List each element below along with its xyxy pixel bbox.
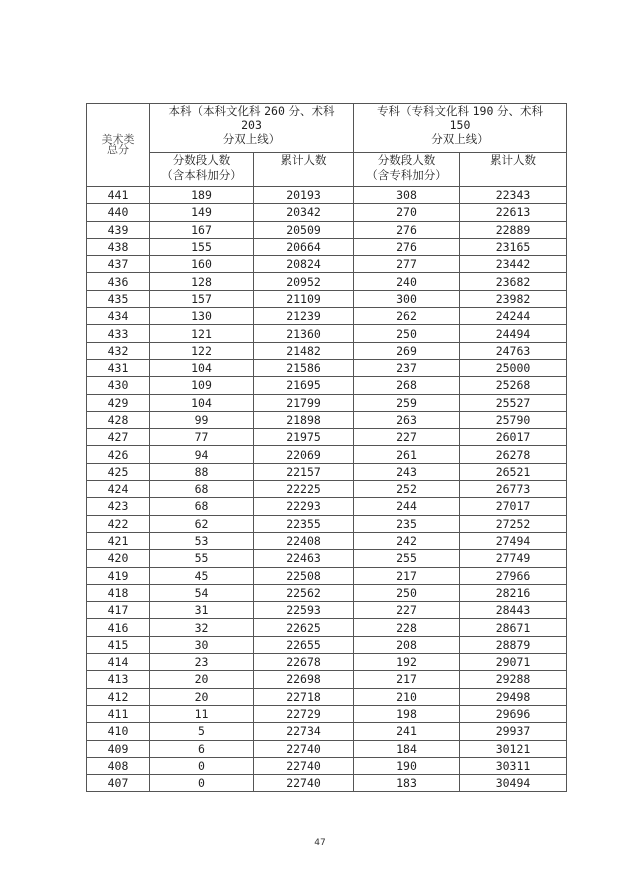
junior-college-cumulative-cell: 25268 xyxy=(460,377,567,394)
sub-header-line1: 累计人数 xyxy=(490,153,536,167)
junior-college-culture-score: 190 xyxy=(472,104,494,118)
undergraduate-segment-count-cell: 99 xyxy=(150,411,254,428)
total-score-cell: 420 xyxy=(87,550,150,567)
undergraduate-cumulative-cell: 22625 xyxy=(254,619,354,636)
table-row xyxy=(87,688,567,705)
junior-college-segment-count-cell: 250 xyxy=(354,325,460,342)
total-score-cell: 438 xyxy=(87,238,150,255)
junior-college-segment-count-cell: 227 xyxy=(354,429,460,446)
undergraduate-segment-count-cell: 104 xyxy=(150,394,254,411)
table-row xyxy=(87,187,567,204)
junior-college-cumulative-cell: 23442 xyxy=(460,256,567,273)
junior-college-cumulative-cell: 26278 xyxy=(460,446,567,463)
table-row xyxy=(87,411,567,428)
junior-college-segment-count-cell: 198 xyxy=(354,705,460,722)
undergraduate-culture-score: 260 xyxy=(264,104,285,118)
junior-college-cumulative-cell: 27749 xyxy=(460,550,567,567)
junior-college-segment-count-cell: 259 xyxy=(354,394,460,411)
table-row xyxy=(87,584,567,601)
corner-header xyxy=(87,104,150,187)
undergraduate-cumulative-cell: 22562 xyxy=(254,584,354,601)
sub-header-line2: （含专科加分） xyxy=(366,168,447,182)
table-row xyxy=(87,481,567,498)
table-body xyxy=(87,187,567,792)
undergraduate-cumulative-cell: 21360 xyxy=(254,325,354,342)
undergraduate-segment-count-cell: 20 xyxy=(150,688,254,705)
undergraduate-cumulative-cell: 21586 xyxy=(254,359,354,376)
undergraduate-segment-count-cell: 68 xyxy=(150,481,254,498)
undergraduate-segment-count-cell: 167 xyxy=(150,221,254,238)
junior-college-segment-count-cell: 240 xyxy=(354,273,460,290)
junior-college-cumulative-cell: 27017 xyxy=(460,498,567,515)
total-score-cell: 421 xyxy=(87,532,150,549)
undergraduate-segment-count-cell: 0 xyxy=(150,775,254,792)
junior-college-segment-count-cell: 252 xyxy=(354,481,460,498)
total-score-cell: 411 xyxy=(87,705,150,722)
undergraduate-cumulative-cell: 22740 xyxy=(254,740,354,757)
undergraduate-segment-count-cell: 94 xyxy=(150,446,254,463)
corner-header-line: 美术类 xyxy=(101,133,135,146)
junior-college-cumulative-cell: 23682 xyxy=(460,273,567,290)
undergraduate-cumulative-cell: 21109 xyxy=(254,290,354,307)
undergraduate-segment-count-cell: 122 xyxy=(150,342,254,359)
undergraduate-segment-count-cell: 0 xyxy=(150,757,254,774)
table-row xyxy=(87,308,567,325)
undergraduate-segment-count-cell: 55 xyxy=(150,550,254,567)
undergraduate-segment-count-cell: 5 xyxy=(150,723,254,740)
undergraduate-cumulative-cell: 22157 xyxy=(254,463,354,480)
total-score-cell: 429 xyxy=(87,394,150,411)
junior-college-segment-count-cell: 242 xyxy=(354,532,460,549)
undergraduate-segment-count-cell: 32 xyxy=(150,619,254,636)
score-distribution-table-container xyxy=(86,103,566,792)
total-score-cell: 433 xyxy=(87,325,150,342)
undergraduate-cumulative-cell: 21898 xyxy=(254,411,354,428)
undergraduate-cumulative-cell: 20193 xyxy=(254,187,354,204)
undergraduate-segment-count-cell: 45 xyxy=(150,567,254,584)
undergraduate-segment-count-cell: 77 xyxy=(150,429,254,446)
undergraduate-header-prefix: 本科（本科文化科 xyxy=(168,104,265,118)
total-score-cell: 412 xyxy=(87,688,150,705)
table-row xyxy=(87,273,567,290)
junior-college-segment-count-cell: 190 xyxy=(354,757,460,774)
undergraduate-group-header xyxy=(150,104,354,153)
undergraduate-cumulative-cell: 20664 xyxy=(254,238,354,255)
junior-college-segment-count-cell: 217 xyxy=(354,671,460,688)
junior-college-cumulative-cell: 28443 xyxy=(460,602,567,619)
junior-college-segment-count-cell: 235 xyxy=(354,515,460,532)
total-score-cell: 439 xyxy=(87,221,150,238)
undergraduate-cumulative-cell: 22698 xyxy=(254,671,354,688)
total-score-cell: 409 xyxy=(87,740,150,757)
table-row xyxy=(87,723,567,740)
junior-college-segment-count-cell: 261 xyxy=(354,446,460,463)
table-row xyxy=(87,238,567,255)
undergraduate-cumulative-cell: 22293 xyxy=(254,498,354,515)
table-row xyxy=(87,567,567,584)
junior-college-cumulative-cell: 30121 xyxy=(460,740,567,757)
total-score-cell: 424 xyxy=(87,481,150,498)
junior-college-cumulative-cell: 29498 xyxy=(460,688,567,705)
total-score-cell: 414 xyxy=(87,654,150,671)
junior-college-cumulative-cell: 22889 xyxy=(460,221,567,238)
junior-college-cumulative-cell: 22343 xyxy=(460,187,567,204)
junior-college-cumulative-header xyxy=(460,153,567,187)
undergraduate-cumulative-cell: 22355 xyxy=(254,515,354,532)
sub-header-line1: 累计人数 xyxy=(280,153,327,167)
undergraduate-segment-count-cell: 104 xyxy=(150,359,254,376)
total-score-cell: 441 xyxy=(87,187,150,204)
junior-college-segment-count-cell: 270 xyxy=(354,204,460,221)
junior-college-segment-count-header xyxy=(354,153,460,187)
junior-college-segment-count-cell: 192 xyxy=(354,654,460,671)
junior-college-segment-count-cell: 210 xyxy=(354,688,460,705)
undergraduate-header-suffix: 分双上线） xyxy=(222,132,281,146)
junior-college-cumulative-cell: 29696 xyxy=(460,705,567,722)
junior-college-cumulative-cell: 26521 xyxy=(460,463,567,480)
junior-college-segment-count-cell: 276 xyxy=(354,238,460,255)
undergraduate-segment-count-cell: 149 xyxy=(150,204,254,221)
junior-college-segment-count-cell: 243 xyxy=(354,463,460,480)
total-score-cell: 422 xyxy=(87,515,150,532)
table-row xyxy=(87,256,567,273)
corner-header-text xyxy=(102,133,135,156)
total-score-cell: 418 xyxy=(87,584,150,601)
undergraduate-header-mid: 分、术科 xyxy=(284,104,335,118)
total-score-cell: 431 xyxy=(87,359,150,376)
junior-college-art-score: 150 xyxy=(449,118,471,132)
sub-header-line1: 分数段人数 xyxy=(172,153,231,167)
table-row xyxy=(87,619,567,636)
total-score-cell: 440 xyxy=(87,204,150,221)
table-row xyxy=(87,757,567,774)
table-row xyxy=(87,342,567,359)
table-row xyxy=(87,705,567,722)
total-score-cell: 419 xyxy=(87,567,150,584)
junior-college-cumulative-cell: 23982 xyxy=(460,290,567,307)
junior-college-group-header xyxy=(354,104,567,153)
junior-college-segment-count-cell: 183 xyxy=(354,775,460,792)
junior-college-cumulative-cell: 25790 xyxy=(460,411,567,428)
undergraduate-segment-count-cell: 62 xyxy=(150,515,254,532)
table-row xyxy=(87,550,567,567)
junior-college-cumulative-cell: 24494 xyxy=(460,325,567,342)
total-score-cell: 415 xyxy=(87,636,150,653)
undergraduate-segment-count-cell: 121 xyxy=(150,325,254,342)
total-score-cell: 413 xyxy=(87,671,150,688)
total-score-cell: 434 xyxy=(87,308,150,325)
total-score-cell: 423 xyxy=(87,498,150,515)
junior-college-cumulative-cell: 29937 xyxy=(460,723,567,740)
table-row xyxy=(87,532,567,549)
junior-college-cumulative-cell: 25527 xyxy=(460,394,567,411)
undergraduate-segment-count-cell: 88 xyxy=(150,463,254,480)
undergraduate-segment-count-cell: 20 xyxy=(150,671,254,688)
total-score-cell: 436 xyxy=(87,273,150,290)
table-row xyxy=(87,221,567,238)
junior-college-cumulative-cell: 28216 xyxy=(460,584,567,601)
junior-college-cumulative-cell: 28671 xyxy=(460,619,567,636)
total-score-cell: 435 xyxy=(87,290,150,307)
undergraduate-cumulative-cell: 22740 xyxy=(254,775,354,792)
junior-college-segment-count-cell: 217 xyxy=(354,567,460,584)
junior-college-segment-count-cell: 277 xyxy=(354,256,460,273)
total-score-cell: 427 xyxy=(87,429,150,446)
undergraduate-cumulative-cell: 22729 xyxy=(254,705,354,722)
undergraduate-cumulative-cell: 20342 xyxy=(254,204,354,221)
total-score-cell: 426 xyxy=(87,446,150,463)
sub-header-line1: 分数段人数 xyxy=(377,153,436,167)
undergraduate-segment-count-cell: 189 xyxy=(150,187,254,204)
undergraduate-cumulative-cell: 21695 xyxy=(254,377,354,394)
undergraduate-segment-count-cell: 11 xyxy=(150,705,254,722)
table-row xyxy=(87,290,567,307)
junior-college-segment-count-cell: 268 xyxy=(354,377,460,394)
total-score-cell: 425 xyxy=(87,463,150,480)
junior-college-cumulative-cell: 30311 xyxy=(460,757,567,774)
junior-college-header-prefix: 专科（专科文化科 xyxy=(376,104,473,118)
junior-college-segment-count-cell: 308 xyxy=(354,187,460,204)
total-score-cell: 416 xyxy=(87,619,150,636)
undergraduate-segment-count-cell: 128 xyxy=(150,273,254,290)
undergraduate-segment-count-cell: 23 xyxy=(150,654,254,671)
undergraduate-cumulative-header xyxy=(254,153,354,187)
junior-college-segment-count-cell: 263 xyxy=(354,411,460,428)
sub-header-line2: （含本科加分） xyxy=(161,168,242,182)
page-number: 47 xyxy=(314,838,326,848)
junior-college-cumulative-cell: 24763 xyxy=(460,342,567,359)
junior-college-cumulative-cell: 28879 xyxy=(460,636,567,653)
undergraduate-segment-count-cell: 53 xyxy=(150,532,254,549)
undergraduate-cumulative-cell: 21799 xyxy=(254,394,354,411)
table-row xyxy=(87,671,567,688)
junior-college-cumulative-cell: 23165 xyxy=(460,238,567,255)
table-row xyxy=(87,602,567,619)
undergraduate-cumulative-cell: 22463 xyxy=(254,550,354,567)
undergraduate-segment-count-cell: 68 xyxy=(150,498,254,515)
undergraduate-segment-count-cell: 155 xyxy=(150,238,254,255)
junior-college-segment-count-cell: 262 xyxy=(354,308,460,325)
junior-college-segment-count-cell: 276 xyxy=(354,221,460,238)
junior-college-cumulative-cell: 27966 xyxy=(460,567,567,584)
junior-college-segment-count-cell: 184 xyxy=(354,740,460,757)
table-row xyxy=(87,446,567,463)
junior-college-segment-count-cell: 300 xyxy=(354,290,460,307)
undergraduate-cumulative-cell: 22718 xyxy=(254,688,354,705)
total-score-cell: 408 xyxy=(87,757,150,774)
undergraduate-segment-count-header xyxy=(150,153,254,187)
junior-college-cumulative-cell: 22613 xyxy=(460,204,567,221)
undergraduate-cumulative-cell: 22225 xyxy=(254,481,354,498)
undergraduate-cumulative-cell: 22508 xyxy=(254,567,354,584)
undergraduate-cumulative-cell: 22678 xyxy=(254,654,354,671)
table-row xyxy=(87,498,567,515)
junior-college-segment-count-cell: 244 xyxy=(354,498,460,515)
junior-college-cumulative-cell: 30494 xyxy=(460,775,567,792)
total-score-cell: 432 xyxy=(87,342,150,359)
junior-college-segment-count-cell: 237 xyxy=(354,359,460,376)
undergraduate-segment-count-cell: 130 xyxy=(150,308,254,325)
table-row xyxy=(87,775,567,792)
undergraduate-cumulative-cell: 22734 xyxy=(254,723,354,740)
table-row xyxy=(87,204,567,221)
undergraduate-cumulative-cell: 21482 xyxy=(254,342,354,359)
junior-college-cumulative-cell: 24244 xyxy=(460,308,567,325)
total-score-cell: 410 xyxy=(87,723,150,740)
undergraduate-segment-count-cell: 109 xyxy=(150,377,254,394)
junior-college-cumulative-cell: 27494 xyxy=(460,532,567,549)
total-score-cell: 417 xyxy=(87,602,150,619)
junior-college-segment-count-cell: 228 xyxy=(354,619,460,636)
undergraduate-cumulative-cell: 22069 xyxy=(254,446,354,463)
table-row xyxy=(87,636,567,653)
junior-college-cumulative-cell: 29288 xyxy=(460,671,567,688)
junior-college-segment-count-cell: 227 xyxy=(354,602,460,619)
undergraduate-cumulative-cell: 20509 xyxy=(254,221,354,238)
table-row xyxy=(87,463,567,480)
table-row xyxy=(87,394,567,411)
junior-college-cumulative-cell: 26773 xyxy=(460,481,567,498)
junior-college-segment-count-cell: 241 xyxy=(354,723,460,740)
score-distribution-table xyxy=(86,103,567,792)
undergraduate-cumulative-cell: 22408 xyxy=(254,532,354,549)
total-score-cell: 407 xyxy=(87,775,150,792)
undergraduate-cumulative-cell: 21239 xyxy=(254,308,354,325)
table-row xyxy=(87,654,567,671)
undergraduate-cumulative-cell: 22740 xyxy=(254,757,354,774)
undergraduate-art-score: 203 xyxy=(241,118,262,132)
total-score-cell: 428 xyxy=(87,411,150,428)
corner-header-line: 总分 xyxy=(107,143,129,156)
undergraduate-segment-count-cell: 54 xyxy=(150,584,254,601)
undergraduate-segment-count-cell: 160 xyxy=(150,256,254,273)
junior-college-segment-count-cell: 269 xyxy=(354,342,460,359)
table-row xyxy=(87,740,567,757)
table-row xyxy=(87,377,567,394)
undergraduate-cumulative-cell: 22655 xyxy=(254,636,354,653)
junior-college-cumulative-cell: 25000 xyxy=(460,359,567,376)
table-row xyxy=(87,359,567,376)
undergraduate-segment-count-cell: 30 xyxy=(150,636,254,653)
junior-college-header-mid: 分、术科 xyxy=(493,104,544,118)
undergraduate-segment-count-cell: 6 xyxy=(150,740,254,757)
total-score-cell: 437 xyxy=(87,256,150,273)
undergraduate-segment-count-cell: 31 xyxy=(150,602,254,619)
table-row xyxy=(87,325,567,342)
junior-college-cumulative-cell: 27252 xyxy=(460,515,567,532)
junior-college-segment-count-cell: 250 xyxy=(354,584,460,601)
table-row xyxy=(87,515,567,532)
undergraduate-cumulative-cell: 20952 xyxy=(254,273,354,290)
undergraduate-cumulative-cell: 22593 xyxy=(254,602,354,619)
junior-college-cumulative-cell: 29071 xyxy=(460,654,567,671)
total-score-cell: 430 xyxy=(87,377,150,394)
junior-college-cumulative-cell: 26017 xyxy=(460,429,567,446)
junior-college-header-suffix: 分双上线） xyxy=(431,132,489,146)
junior-college-segment-count-cell: 208 xyxy=(354,636,460,653)
table-row xyxy=(87,429,567,446)
undergraduate-cumulative-cell: 21975 xyxy=(254,429,354,446)
undergraduate-cumulative-cell: 20824 xyxy=(254,256,354,273)
junior-college-segment-count-cell: 255 xyxy=(354,550,460,567)
undergraduate-segment-count-cell: 157 xyxy=(150,290,254,307)
